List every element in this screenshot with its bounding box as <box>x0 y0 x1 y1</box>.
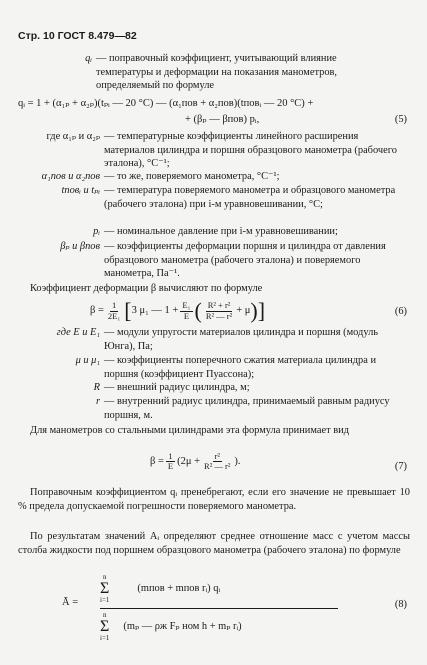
eq6-bracket-open: [ <box>124 298 132 323</box>
R-text: — внешний радиус цилиндра, м; <box>104 382 250 393</box>
equation-8-number: (8) <box>394 599 407 610</box>
eq8-lhs: Ā = <box>62 597 79 608</box>
alpha-pov-text: — то же, поверяемого манометра, °C⁻¹; <box>104 171 280 182</box>
equation-6 <box>90 297 265 326</box>
eq8-sum-bot-n: n <box>102 611 107 619</box>
eq8-numerator <box>100 574 220 604</box>
mu-definition <box>18 354 410 381</box>
equation-6-number: (6) <box>394 306 407 317</box>
eq7-lhs: β = <box>150 456 164 468</box>
E-definition <box>18 326 410 353</box>
R-symbol: R <box>93 382 100 393</box>
eq6-bracket-close: )] <box>250 298 266 323</box>
beta-symbol: βₚ и βпов <box>60 241 100 252</box>
sigma-icon: Σ <box>100 618 110 635</box>
eq8-fraction-bar <box>100 608 338 609</box>
neglect-paragraph: Поправочным коэффициентом qᵢ пренебрегают, если его значение не превышает 10 % предела допускаемой погрешности поверяемого манометра. <box>18 487 410 512</box>
eq6-frac3 <box>204 301 234 321</box>
p-text: — номинальное давление при i-м уравновешивании; <box>104 226 338 237</box>
eq6-frac1 <box>106 301 122 321</box>
t-definition <box>18 184 410 211</box>
alpha-text: — температурные коэффициенты линейного расширения материалов цилиндра и поршня образцового манометра (рабочего эталона), °C⁻¹; <box>104 131 397 170</box>
eq6-paren-open: ( <box>194 298 202 323</box>
steel-paragraph: Для манометров со стальными цилиндрами эта формула принимает вид <box>30 425 349 436</box>
alpha-definition <box>18 130 410 171</box>
r-symbol: r <box>95 396 100 407</box>
qi-symbol: qᵢ <box>85 53 92 64</box>
E-symbol: где E и E₁ <box>56 327 100 338</box>
sigma-icon: Σ <box>100 580 110 597</box>
equation-5-line1: qᵢ = 1 + (α₁ₚ + α₂ₚ)(tₚᵢ — 20 °C) — (α₁пов + α₂пов)(tповᵢ — 20 °C) + <box>18 98 314 109</box>
ratio-paragraph: По результатам значений Aᵢ определяют среднее отношение масс с учетом массы столба жидкости под поршнем образцового манометра (рабочего эталона) по формуле <box>18 531 410 556</box>
eq8-sum-top-i: i=1 <box>100 596 110 604</box>
r-definition <box>18 395 410 422</box>
eq8-sum-bottom <box>100 612 109 642</box>
eq8-denominator <box>100 612 242 642</box>
eq7-frac2 <box>202 452 232 472</box>
equation-7 <box>150 452 241 472</box>
equation-7-number: (7) <box>394 461 407 472</box>
eq6-lhs: β = <box>90 305 104 317</box>
eq8-sum-top-n: n <box>102 573 107 581</box>
beta-text: — коэффициенты деформации поршня и цилиндра от давления образцового манометра (рабочего эталона) и поверяемого манометра, Па⁻¹. <box>104 241 386 280</box>
eq6-frac1-den: 2E₁ <box>107 310 121 321</box>
eq6-frac2-den: E <box>183 310 190 321</box>
beta-definition <box>18 240 410 281</box>
page-header: Стр. 10 ГОСТ 8.479—82 <box>18 30 137 42</box>
eq7-body: (2μ + <box>177 456 201 468</box>
t-symbol: tповᵢ и tₚᵢ <box>61 185 100 196</box>
eq6-frac3-den: R² — r² <box>205 310 233 321</box>
eq6-body2: + μ <box>236 305 251 317</box>
t-text: — температура поверяемого манометра и образцового манометра (рабочего эталона) при i-м уравновешивании, °C; <box>104 185 396 210</box>
qi-definition <box>60 52 410 93</box>
mu-symbol: μ и μ₁ <box>75 355 100 366</box>
eq7-frac2-den: R² — r² <box>204 461 231 472</box>
beta-intro: Коэффициент деформации β вычисляют по формуле <box>30 283 263 294</box>
eq7-frac1 <box>166 452 175 472</box>
eq7-frac1-den: E <box>167 461 174 472</box>
r-text: — внутренний радиус цилиндра, принимаемый равным радиусу поршня, м. <box>104 396 390 421</box>
equation-5-number: (5) <box>394 114 407 125</box>
eq6-frac2-num: E₁ <box>182 300 191 311</box>
eq6-frac1-num: 1 <box>111 300 117 311</box>
eq7-frac1-num: 1 <box>168 451 173 461</box>
equation-5-line2: + (βₚ — βпов) pᵢ, <box>185 114 260 125</box>
p-definition <box>18 225 410 239</box>
p-symbol: pᵢ <box>93 226 100 237</box>
alpha-pov-symbol: α₁пов и α₂пов <box>41 171 100 182</box>
E-text: — модули упругости материалов цилиндра и поршня (модуль Юнга), Па; <box>104 327 378 352</box>
R-definition <box>18 381 410 395</box>
qi-text: — поправочный коэффициент, учитывающий влияние температуры и деформации на показания манометров, определяемый по формуле <box>96 53 338 92</box>
eq7-frac2-num: r² <box>214 451 220 461</box>
mu-text: — коэффициенты поперечного сжатия материала цилиндра и поршня (коэффициент Пуассона); <box>104 355 377 380</box>
eq7-tail: ). <box>234 456 241 468</box>
eq8-sum-bot-i: i=1 <box>100 634 110 642</box>
eq8-den-expr: (mₚ — ρж Fₚ ном h + mₚ rᵢ) <box>123 621 242 633</box>
eq6-frac3-num: R² + r² <box>207 300 231 311</box>
alpha-pov-definition <box>18 170 410 184</box>
alpha-symbol: где α₁ₚ и α₂ₚ <box>46 131 100 142</box>
eq6-frac2 <box>180 301 192 321</box>
eq6-body1: 3 μ₁ — 1 + <box>131 305 179 317</box>
eq8-num-expr: (mпов + mпов rᵢ) qᵢ <box>137 583 221 595</box>
eq8-sum-top <box>100 574 109 604</box>
